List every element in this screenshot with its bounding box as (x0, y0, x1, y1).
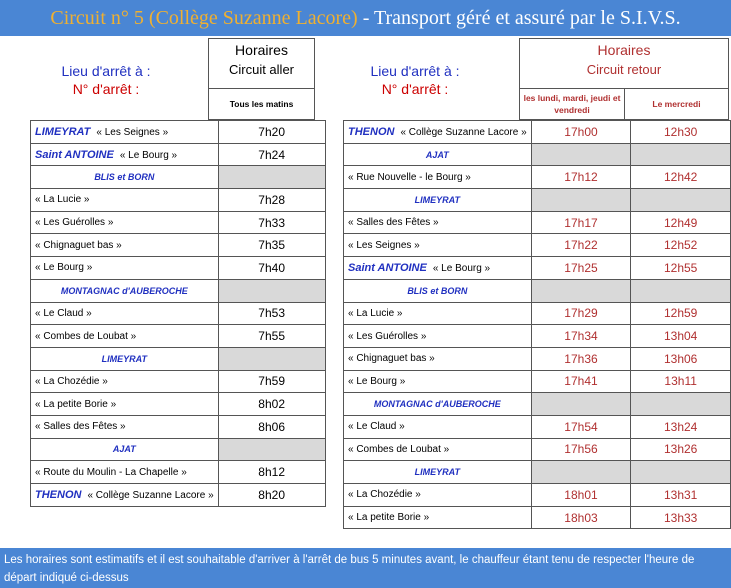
table-row (344, 415, 731, 438)
stop-cell (344, 370, 532, 393)
stop-cell (31, 393, 219, 416)
stop-place: « Le Bourg » (432, 262, 491, 274)
stop-place: « Salles des Fêtes » (348, 217, 439, 229)
section-label: MONTAGNAC d'AUBEROCHE (344, 393, 532, 416)
right-horaires-title: Horaires (597, 42, 651, 58)
section-label: LIMEYRAT (31, 347, 219, 370)
stop-place: « La petite Borie » (35, 398, 117, 410)
wednesday-time-cell: 12h30 (631, 121, 731, 144)
stop-place: « La Chozédie » (348, 489, 421, 501)
stop-cell (344, 121, 532, 144)
table-row (344, 325, 731, 348)
table-row (31, 211, 326, 234)
stop-cell (31, 257, 219, 280)
aller-table (30, 120, 326, 507)
stop-cell (31, 484, 219, 507)
empty-cell (218, 279, 325, 302)
weekday-time-cell: 17h54 (531, 415, 631, 438)
table-row (344, 484, 731, 507)
right-numero-text: N° d'arrêt : (381, 81, 449, 97)
retour-table (343, 120, 731, 529)
stop-place: « Les Guérolles » (35, 217, 114, 229)
wednesday-time-cell: 13h31 (631, 484, 731, 507)
time-cell: 7h59 (218, 370, 325, 393)
table-row (31, 189, 326, 212)
stop-place: « Collège Suzanne Lacore » (400, 126, 527, 138)
stop-cell (344, 484, 532, 507)
table-row (344, 234, 731, 257)
stop-place: « Les Seignes » (96, 126, 169, 138)
stop-place: « La Lucie » (35, 194, 90, 206)
weekday-time-cell: 17h41 (531, 370, 631, 393)
empty-cell (218, 438, 325, 461)
table-row (31, 484, 326, 507)
left-numero-text: N° d'arrêt : (72, 81, 140, 97)
weekday-time-cell: 17h12 (531, 166, 631, 189)
table-row (344, 302, 731, 325)
table-row (344, 506, 731, 529)
stop-city: LIMEYRAT (35, 125, 91, 138)
stop-place: « Les Guérolles » (348, 330, 427, 342)
right-horaires-box (519, 38, 729, 88)
section-label: AJAT (344, 143, 532, 166)
time-cell: 7h28 (218, 189, 325, 212)
left-lieu-text: Lieu d'arrêt à : (61, 63, 151, 79)
table-row (31, 415, 326, 438)
weekday-time-cell: 18h01 (531, 484, 631, 507)
stop-city: Saint ANTOINE (348, 261, 427, 274)
table-row (344, 211, 731, 234)
left-horaires-box (208, 38, 315, 88)
stop-place: « La Chozédie » (35, 375, 108, 387)
section-row (344, 393, 731, 416)
left-circuit-title: Circuit aller (228, 62, 294, 77)
left-horaires-title: Horaires (235, 42, 288, 58)
stop-place: « Le Bourg » (119, 149, 178, 161)
table-row (344, 257, 731, 280)
empty-cell (531, 393, 631, 416)
weekday-time-cell: 17h00 (531, 121, 631, 144)
weekday-time-cell: 17h17 (531, 211, 631, 234)
stop-cell (344, 506, 532, 529)
title-transport: - Transport géré et assuré par le S.I.V.S. (362, 6, 681, 29)
section-row (344, 143, 731, 166)
stop-cell (31, 461, 219, 484)
stop-place: « La petite Borie » (348, 512, 430, 524)
stop-city: THENON (35, 488, 82, 501)
stop-place: « Salles des Fêtes » (35, 421, 126, 433)
section-row (344, 461, 731, 484)
stop-cell (344, 325, 532, 348)
table-row (31, 302, 326, 325)
stop-cell (344, 347, 532, 370)
wednesday-time-cell: 13h04 (631, 325, 731, 348)
empty-cell (631, 279, 731, 302)
table-row (31, 325, 326, 348)
weekday-time-cell: 17h25 (531, 257, 631, 280)
stop-cell (31, 121, 219, 144)
stop-place: « Combes de Loubat » (35, 330, 137, 342)
time-cell: 7h55 (218, 325, 325, 348)
stop-cell (344, 166, 532, 189)
right-lieu-text: Lieu d'arrêt à : (370, 63, 460, 79)
stop-cell (344, 234, 532, 257)
footer-note: Les horaires sont estimatifs et il est souhaitable d'arriver à l'arrêt de bus 5 minutes avant, le chauffeur étant tenu de respecter l'heure de départ indiqué ci-dessus (0, 548, 731, 588)
time-cell: 8h02 (218, 393, 325, 416)
wednesday-time-cell: 12h55 (631, 257, 731, 280)
section-label: BLIS et BORN (344, 279, 532, 302)
table-row (344, 347, 731, 370)
time-cell: 8h12 (218, 461, 325, 484)
empty-cell (531, 279, 631, 302)
stop-place: « Les Seignes » (348, 239, 420, 251)
right-sub-header-wednesday: Le mercredi (624, 88, 729, 120)
stop-place: « Le Bourg » (348, 375, 406, 387)
stop-cell (31, 370, 219, 393)
title-circuit: Circuit n° 5 (50, 6, 144, 29)
time-cell: 8h20 (218, 484, 325, 507)
stop-city: Saint ANTOINE (35, 148, 114, 161)
wednesday-time-cell: 13h11 (631, 370, 731, 393)
stop-place: « La Lucie » (348, 307, 403, 319)
weekday-time-cell: 17h34 (531, 325, 631, 348)
stop-cell (344, 211, 532, 234)
wednesday-time-cell: 13h24 (631, 415, 731, 438)
table-row (344, 166, 731, 189)
time-cell: 7h20 (218, 121, 325, 144)
time-cell: 7h40 (218, 257, 325, 280)
wednesday-time-cell: 12h49 (631, 211, 731, 234)
weekday-time-cell: 17h22 (531, 234, 631, 257)
section-row (344, 189, 731, 212)
empty-cell (631, 189, 731, 212)
left-sub-header: Tous les matins (208, 88, 315, 120)
wednesday-time-cell: 13h33 (631, 506, 731, 529)
wednesday-time-cell: 13h26 (631, 438, 731, 461)
empty-cell (631, 461, 731, 484)
right-lieu-label (345, 62, 485, 98)
stop-place: « Le Claud » (35, 307, 92, 319)
table-row (31, 257, 326, 280)
table-row (344, 370, 731, 393)
section-row (31, 279, 326, 302)
table-row (31, 370, 326, 393)
stop-cell (344, 415, 532, 438)
stop-place: « Combes de Loubat » (348, 443, 450, 455)
section-row (344, 279, 731, 302)
stop-cell (344, 302, 532, 325)
stop-place: « Le Bourg » (35, 262, 93, 274)
stop-cell (31, 325, 219, 348)
section-label: LIMEYRAT (344, 189, 532, 212)
section-label: AJAT (31, 438, 219, 461)
right-circuit-title: Circuit retour (586, 62, 662, 77)
time-cell: 7h53 (218, 302, 325, 325)
section-label: LIMEYRAT (344, 461, 532, 484)
table-row (344, 121, 731, 144)
weekday-time-cell: 17h29 (531, 302, 631, 325)
stop-place: « Route du Moulin - La Chapelle » (35, 466, 187, 478)
stop-place: « Chignaguet bas » (348, 353, 435, 365)
time-cell: 7h35 (218, 234, 325, 257)
weekday-time-cell: 18h03 (531, 506, 631, 529)
stop-cell (31, 234, 219, 257)
time-cell: 7h24 (218, 143, 325, 166)
time-cell: 8h06 (218, 415, 325, 438)
stop-place: « Rue Nouvelle - le Bourg » (348, 171, 471, 183)
wednesday-time-cell: 12h59 (631, 302, 731, 325)
weekday-time-cell: 17h56 (531, 438, 631, 461)
empty-cell (631, 393, 731, 416)
page-title (0, 0, 731, 36)
section-row (31, 347, 326, 370)
section-label: MONTAGNAC d'AUBEROCHE (31, 279, 219, 302)
section-row (31, 166, 326, 189)
title-college: (Collège Suzanne Lacore) (148, 6, 358, 29)
stop-cell (31, 143, 219, 166)
empty-cell (218, 166, 325, 189)
stop-cell (344, 438, 532, 461)
empty-cell (531, 143, 631, 166)
wednesday-time-cell: 13h06 (631, 347, 731, 370)
wednesday-time-cell: 12h42 (631, 166, 731, 189)
stop-city: THENON (348, 125, 395, 138)
table-row (31, 461, 326, 484)
table-row (31, 143, 326, 166)
empty-cell (531, 461, 631, 484)
stop-cell (344, 257, 532, 280)
stop-cell (31, 302, 219, 325)
empty-cell (531, 189, 631, 212)
empty-cell (218, 347, 325, 370)
section-label: BLIS et BORN (31, 166, 219, 189)
empty-cell (631, 143, 731, 166)
stop-cell (31, 189, 219, 212)
time-cell: 7h33 (218, 211, 325, 234)
stop-cell (31, 211, 219, 234)
stop-place: « Chignaguet bas » (35, 239, 122, 251)
stop-place: « Le Claud » (348, 421, 405, 433)
section-row (31, 438, 326, 461)
wednesday-time-cell: 12h52 (631, 234, 731, 257)
table-row (344, 438, 731, 461)
right-sub-header-weekday: les lundi, mardi, jeudi et vendredi (519, 88, 625, 120)
weekday-time-cell: 17h36 (531, 347, 631, 370)
left-lieu-label (36, 62, 176, 98)
stop-cell (31, 415, 219, 438)
table-row (31, 393, 326, 416)
table-row (31, 121, 326, 144)
stop-place: « Collège Suzanne Lacore » (87, 489, 214, 501)
table-row (31, 234, 326, 257)
